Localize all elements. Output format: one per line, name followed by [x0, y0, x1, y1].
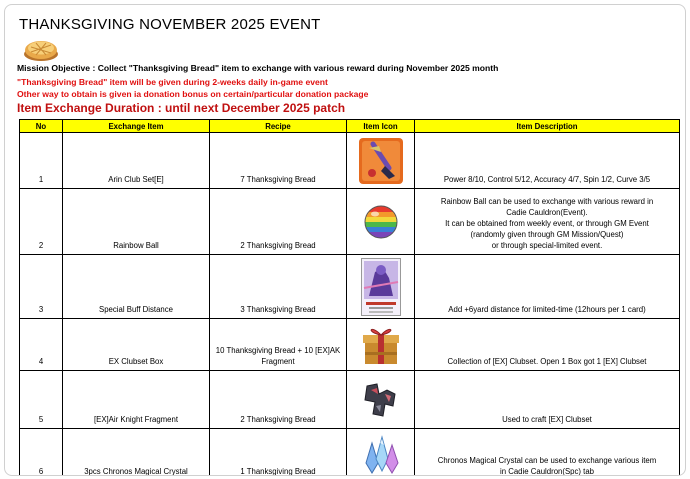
- header-item-icon: Item Icon: [347, 120, 415, 133]
- row-no: 5: [20, 371, 63, 429]
- row-desc-line: Add +6yard distance for limited-time (12hours per 1 card): [448, 305, 646, 314]
- row-recipe: 3 Thanksgiving Bread: [210, 255, 347, 319]
- row-recipe: 10 Thanksgiving Bread + 10 [EX]AK Fragment: [210, 319, 347, 371]
- header-exchange-item: Exchange Item: [63, 120, 210, 133]
- row-no: 6: [20, 429, 63, 477]
- bread-icon: [23, 38, 59, 62]
- row-no: 2: [20, 189, 63, 255]
- table-header-row: [20, 120, 680, 133]
- row-desc-line: or through special-limited event.: [491, 241, 603, 250]
- row-item: Special Buff Distance: [63, 255, 210, 319]
- row-no: 4: [20, 319, 63, 371]
- fragment-icon: [361, 380, 401, 420]
- note-donation: Other way to obtain is given ia donation bonus on certain/particular donation package: [17, 89, 369, 99]
- page-title: THANKSGIVING NOVEMBER 2025 EVENT: [19, 16, 321, 33]
- golf-club-set-icon: [359, 138, 403, 184]
- row-no: 3: [20, 255, 63, 319]
- buff-card-icon: [361, 258, 401, 316]
- row-recipe: 2 Thanksgiving Bread: [210, 189, 347, 255]
- header-no: No: [20, 120, 63, 133]
- row-desc-line: Collection of [EX] Clubset. Open 1 Box got 1 [EX] Clubset: [447, 357, 647, 366]
- table-row: [20, 429, 680, 477]
- row-desc-line: It can be obtained from weekly event, or through GM Event: [445, 219, 649, 228]
- row-item: Arin Club Set[E]: [63, 133, 210, 189]
- row-recipe: 2 Thanksgiving Bread: [210, 371, 347, 429]
- exchange-table: [19, 119, 680, 476]
- row-desc-line: Cadie Cauldron(Event).: [506, 208, 588, 217]
- row-recipe: 7 Thanksgiving Bread: [210, 133, 347, 189]
- table-row: [20, 371, 680, 429]
- note-daily-event: "Thanksgiving Bread" item will be given during 2-weeks daily in-game event: [17, 77, 328, 87]
- table-row: [20, 255, 680, 319]
- table-row: [20, 189, 680, 255]
- rainbow-ball-icon: [362, 203, 400, 241]
- mission-objective: Mission Objective : Collect "Thanksgiving Bread" item to exchange with various reward during November 2025 month: [17, 63, 499, 73]
- row-item: 3pcs Chronos Magical Crystal: [63, 429, 210, 477]
- gift-box-icon: [359, 322, 403, 368]
- row-item: EX Clubset Box: [63, 319, 210, 371]
- row-desc-line: (randomly given through GM Mission/Quest): [470, 230, 624, 239]
- header-item-description: Item Description: [415, 120, 680, 133]
- crystal-icon: [360, 433, 402, 477]
- row-desc-line: Used to craft [EX] Clubset: [502, 415, 592, 424]
- row-desc-line: in Cadie Cauldron(Spc) tab: [499, 467, 595, 476]
- row-desc-line: Rainbow Ball can be used to exchange with various reward in: [440, 197, 654, 206]
- document-frame: [4, 4, 686, 476]
- exchange-duration: Item Exchange Duration : until next December 2025 patch: [17, 101, 346, 115]
- header-recipe: Recipe: [210, 120, 347, 133]
- row-item: [EX]Air Knight Fragment: [63, 371, 210, 429]
- row-desc-line: Chronos Magical Crystal can be used to exchange various item: [437, 456, 657, 465]
- row-item: Rainbow Ball: [63, 189, 210, 255]
- row-no: 1: [20, 133, 63, 189]
- table-row: [20, 133, 680, 189]
- row-desc-line: Power 8/10, Control 5/12, Accuracy 4/7, Spin 1/2, Curve 3/5: [443, 175, 651, 184]
- row-recipe: 1 Thanksgiving Bread: [210, 429, 347, 477]
- table-row: [20, 319, 680, 371]
